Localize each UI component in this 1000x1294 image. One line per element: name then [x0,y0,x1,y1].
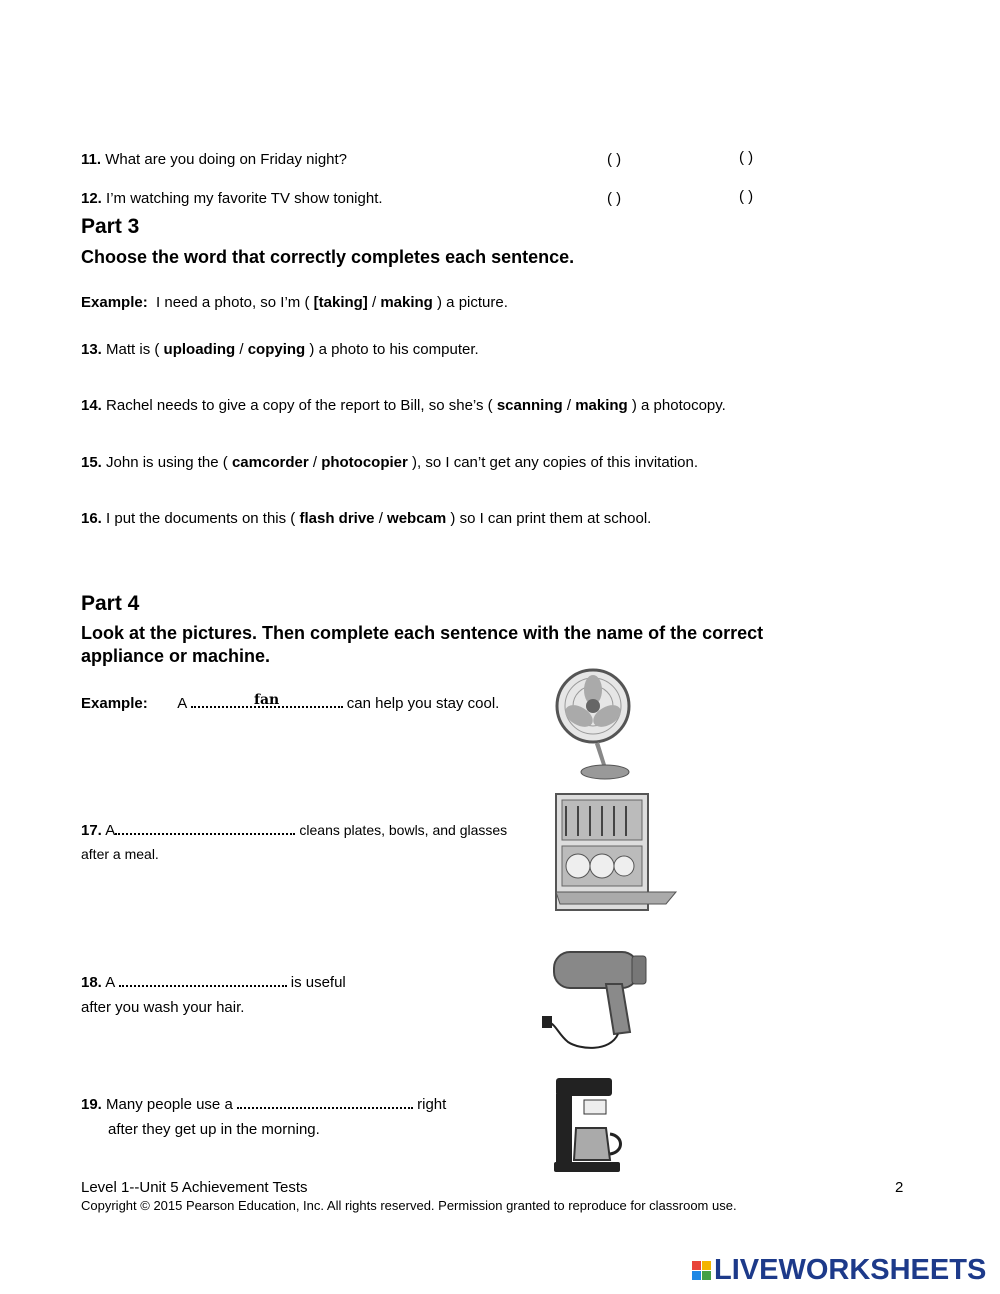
copyright: Copyright © 2015 Pearson Education, Inc. All rights reserved. Permission granted to reproduce for classroom use. [81,1198,737,1213]
item-number: 17. [81,822,102,839]
answer-blank[interactable] [119,971,287,987]
instruction-line-1: Look at the pictures. Then complete each sentence with the name of the correct [81,623,764,643]
item-14 [81,397,726,414]
answer-blank[interactable] [115,819,295,835]
item-17-line-2: after a meal. [81,846,159,862]
option-2[interactable]: webcam [387,510,447,527]
option-sep: / [566,397,572,414]
option-sep: / [239,341,244,358]
dishwasher-picture [552,792,680,912]
item-19-line-2: after they get up in the morning. [108,1121,320,1138]
answer-paren-a[interactable]: ( ) [607,190,622,207]
option-2[interactable]: making [575,397,628,414]
part4-instruction [81,622,763,668]
item-18-line-2: after you wash your hair. [81,999,245,1016]
item-13 [81,341,479,358]
example-option-2: making [380,294,433,311]
item-post: ) a photo to his computer. [309,341,479,358]
item-number: 11. [81,151,102,168]
logo-text: LIVEWORKSHEETS [714,1254,987,1286]
fan-picture [555,664,633,782]
item-post: ) a photocopy. [631,397,726,414]
item-post: is useful [290,974,346,991]
item-post: cleans plates, bowls, and glasses [299,822,508,838]
answer-blank[interactable] [237,1093,413,1109]
item-pre: Matt is ( [106,341,160,358]
part3-instruction: Choose the word that correctly completes each sentence. [81,247,575,267]
example-post: can help you stay cool. [346,695,500,712]
example-option-1: [taking] [313,294,368,311]
option-sep: / [378,510,383,527]
instruction-line-2: appliance or machine. [81,646,271,666]
item-number: 19. [81,1096,102,1113]
footer-title: Level 1--Unit 5 Achievement Tests [81,1179,308,1196]
example-sep: / [371,294,377,311]
option-2[interactable]: photocopier [321,454,408,471]
coffee-maker-picture [552,1076,630,1174]
example-answer: fan [253,692,280,708]
item-18 [81,971,346,991]
example-label: Example: [81,294,148,311]
part3-title: Part 3 [81,215,140,238]
answer-paren-b[interactable]: ( ) [739,188,754,205]
example-pre: I need a photo, so I’m ( [156,294,310,311]
option-1[interactable]: flash drive [299,510,375,527]
option-1[interactable]: uploading [163,341,236,358]
item-pre: Many people use a [106,1096,233,1113]
page-number: 2 [895,1179,904,1196]
item-17 [81,819,507,839]
option-1[interactable]: scanning [496,397,563,414]
example-post: ) a picture. [437,294,508,311]
item-post: ), so I can’t get any copies of this invitation. [412,454,699,471]
item-pre: John is using the ( [106,454,228,471]
item-number: 13. [81,341,102,358]
logo-blocks-icon [692,1261,711,1280]
item-text: I’m watching my favorite TV show tonight. [106,190,383,207]
example-answer-blank [191,692,343,708]
item-11 [81,151,347,168]
option-2[interactable]: copying [247,341,306,358]
option-sep: / [312,454,318,471]
item-15 [81,454,698,471]
hair-dryer-picture [540,948,652,1060]
answer-paren-a[interactable]: ( ) [607,151,622,168]
item-number: 15. [81,454,102,471]
part4-title: Part 4 [81,592,140,615]
item-number: 18. [81,974,102,991]
item-16 [81,510,651,527]
item-post: right [417,1096,447,1113]
option-1[interactable]: camcorder [231,454,309,471]
item-number: 14. [81,397,102,414]
item-pre: A [105,974,115,991]
example-pre: A [177,695,187,712]
item-12 [81,190,383,207]
item-pre: I put the documents on this ( [106,510,296,527]
item-pre: Rachel needs to give a copy of the report to Bill, so she’s ( [106,397,493,414]
item-pre: A [105,822,116,839]
item-post: ) so I can print them at school. [450,510,652,527]
part3-example [81,294,508,311]
item-number: 16. [81,510,102,527]
liveworksheets-logo[interactable] [692,1254,986,1287]
item-number: 12. [81,190,102,207]
item-19 [81,1093,446,1113]
example-label: Example: [81,695,148,712]
answer-paren-b[interactable]: ( ) [739,149,754,166]
item-text: What are you doing on Friday night? [105,151,348,168]
part4-example [81,692,499,712]
